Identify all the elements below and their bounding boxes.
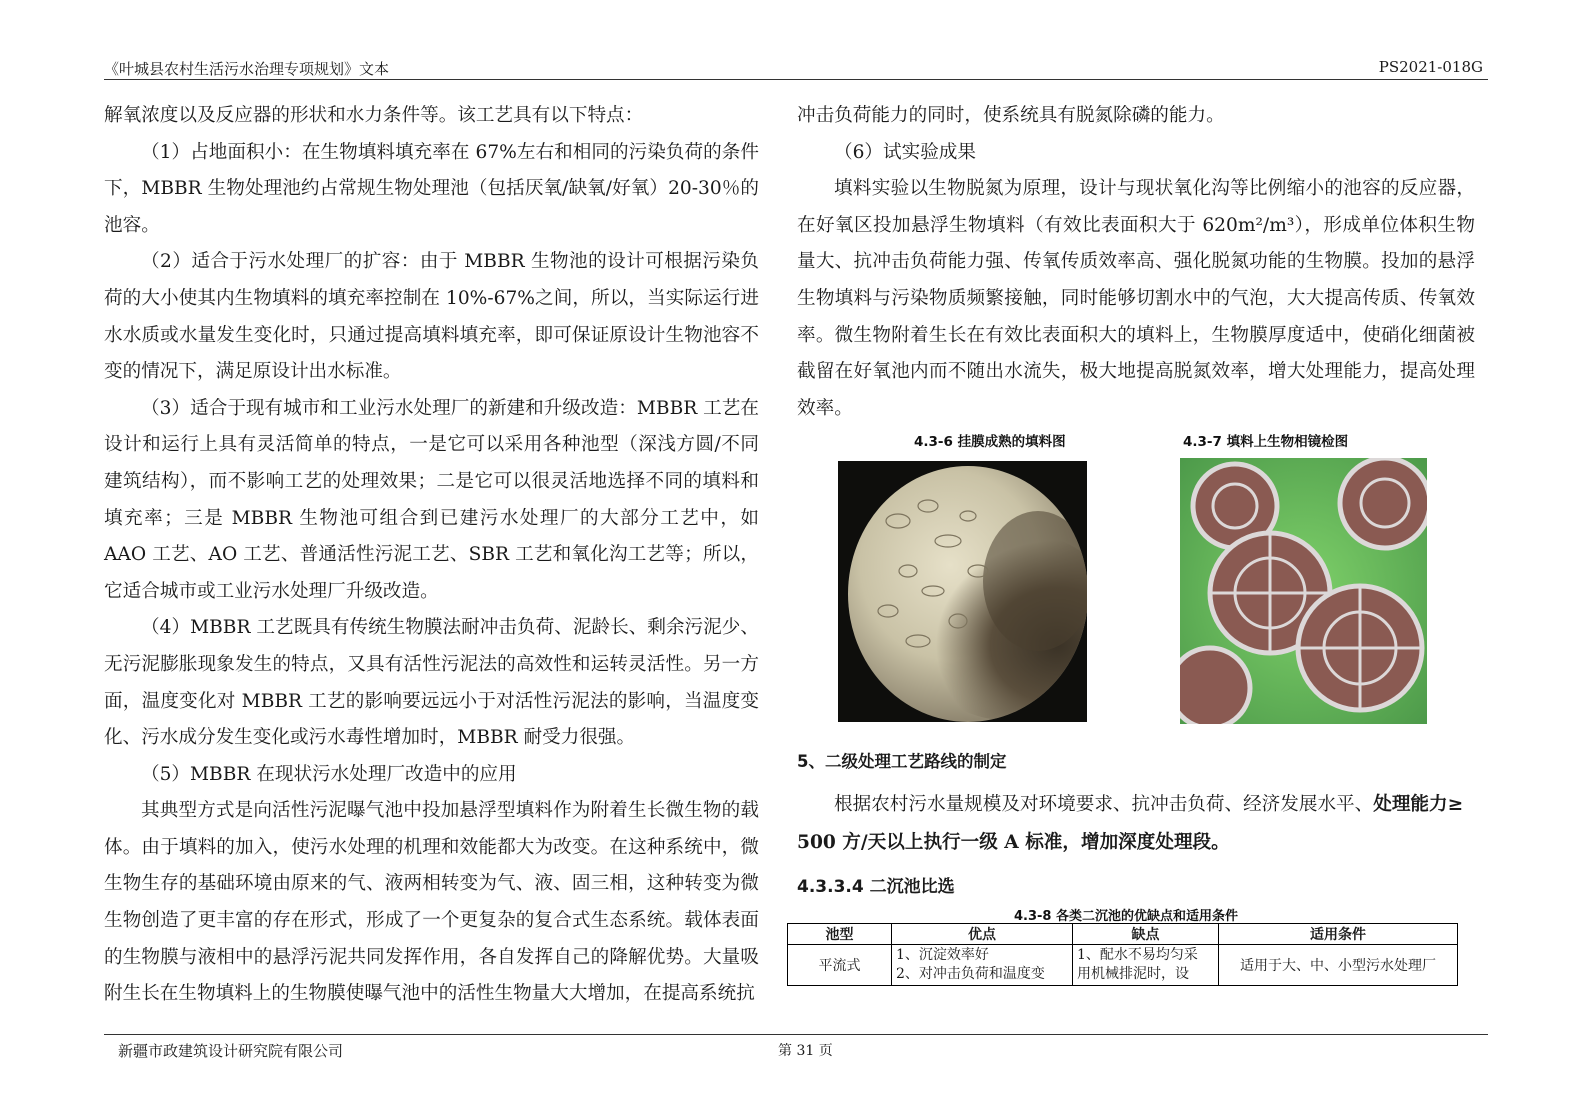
figure-caption-2: 4.3-7 填料上生物相镜检图 [1183, 434, 1349, 450]
paragraph-feature-4: （4）MBBR 工艺既具有传统生物膜法耐冲击负荷、泥龄长、剩余污泥少、无污泥膨胀现象发生的特点，又具有活性污泥法的高效性和运转灵活性。另一方面，温度变化对 MBBR 工艺的影响要远远小于对活性污泥法的影响，当温度变化、污水成分发生变化或污水毒性增加时，MBBR 耐受力很强。 [104, 617, 759, 749]
comparison-table [787, 923, 1458, 986]
cell-cons-line-2: 用机械排泥时，设 [1077, 966, 1189, 982]
paragraph-experiment: 填料实验以生物脱氮为原理，设计与现状氧化沟等比例缩小的池容的反应器，在好氧区投加悬浮生物填料（有效比表面积大于 620m²/m³），形成单位体积生物量大、抗冲击负荷能力强、传氧传质效率高、强化脱氮功能的生物膜。投加的悬浮生物填料与污染物质频繁接触，同时能够切割水中的气泡，大大提高传质、传氧效率。微生物附着生长在有效比表面积大的填料上，生物膜厚度适中，使硝化细菌被截留在好氧池内而不随出水流失，极大地提高脱氮效率，增大处理能力，提高处理效率。 [797, 178, 1475, 419]
paragraph-continuation-right: 冲击负荷能力的同时，使系统具有脱氮除磷的能力。 [797, 105, 1225, 126]
section-5-text-bold: 处理能力≥ [1373, 794, 1464, 815]
header-rule [104, 79, 1488, 80]
figure-caption-1: 4.3-6 挂膜成熟的填料图 [914, 434, 1066, 450]
cell-type: 平流式 [788, 945, 892, 986]
cell-cons-line-1: 1、配水不易均匀采 [1077, 947, 1198, 963]
page-number: 第 31 页 [778, 1043, 833, 1059]
cell-cons [1073, 945, 1219, 986]
col-header-condition: 适用条件 [1219, 924, 1458, 945]
footer-org: 新疆市政建筑设计研究院有限公司 [118, 1042, 344, 1060]
section-5-title: 5、二级处理工艺路线的制定 [797, 752, 1007, 771]
subheading-experiment: （6）试实验成果 [834, 141, 976, 163]
col-header-type: 池型 [788, 924, 892, 945]
microscope-image [838, 461, 1087, 722]
footer-rule [104, 1034, 1488, 1035]
table-header-row [788, 924, 1458, 945]
cell-condition: 适用于大、中、小型污水处理厂 [1219, 945, 1458, 986]
section-5-text-bold-2: 500 方/天以上执行一级 A 标准，增加深度处理段。 [797, 832, 1230, 853]
paragraph-feature-5: （5）MBBR 在现状污水处理厂改造中的应用 [141, 763, 517, 785]
paragraph-continuation: 解氧浓度以及反应器的形状和水力条件等。该工艺具有以下特点： [104, 105, 644, 126]
left-column [104, 98, 759, 1013]
paragraph-typical-method: 其典型方式是向活性污泥曝气池中投加悬浮型填料作为附着生长微生物的载体。由于填料的加入，使污水处理的机理和效能都大为改变。在这种系统中，微生物生存的基础环境由原来的气、液两相转变为气、液、固三相，这种转变为微生物创造了更丰富的存在形式，形成了一个更复杂的复合式生态系统。载体表面的生物膜与液相中的悬浮污泥共同发挥作用，各自发挥自己的降解优势。大量吸附生长在生物填料上的生物膜使曝气池中的活性生物量大大增加，在提高系统抗 [104, 800, 759, 1005]
col-header-cons: 缺点 [1073, 924, 1219, 945]
cell-pros [892, 945, 1073, 986]
cell-pros-line-1: 1、沉淀效率好 [896, 947, 989, 963]
table-row [788, 945, 1458, 986]
section-4334-title: 4.3.3.4 二沉池比选 [797, 877, 955, 897]
col-header-pros: 优点 [892, 924, 1073, 945]
paragraph-feature-1: （1）占地面积小：在生物填料填充率在 67%左右和相同的污染负荷的条件下，MBBR 生物处理池约占常规生物处理池（包括厌氧/缺氧/好氧）20-30％的池容。 [104, 141, 759, 236]
document-code: PS2021-018G [1378, 58, 1483, 76]
paragraph-feature-2: （2）适合于污水处理厂的扩容：由于 MBBR 生物池的设计可根据污染负荷的大小使其内生物填料的填充率控制在 10%-67%之间，所以，当实际运行进水水质或水量发生变化时，只通过提高填料填充率，即可保证原设计生物池容不变的情况下，满足原设计出水标准。 [104, 251, 759, 383]
right-column [797, 98, 1475, 427]
document-title: 《叶城县农村生活污水治理专项规划》文本 [104, 60, 390, 78]
table-caption: 4.3-8 各类二沉池的优缺点和适用条件 [1014, 909, 1238, 924]
carrier-image [1180, 458, 1427, 724]
section-5-text-normal: 根据农村污水量规模及对环境要求、抗冲击负荷、经济发展水平、 [834, 794, 1374, 815]
cell-pros-line-2: 2、对冲击负荷和温度变 [896, 966, 1045, 982]
paragraph-feature-3: （3）适合于现有城市和工业污水处理厂的新建和升级改造：MBBR 工艺在设计和运行上具有灵活简单的特点，一是它可以采用各种池型（深浅方圆/不同建筑结构），而不影响工艺的处理效果；二是它可以很灵活地选择不同的填料和填充率；三是 MBBR 生物池可组合到已建污水处理厂的大部分工艺中，如 AAO 工艺、AO 工艺、普通活性污泥工艺、SBR 工艺和氧化沟工艺等；所以，它适合城市或工业污水处理厂升级改造。 [104, 397, 759, 602]
section-5-text [834, 790, 1474, 816]
